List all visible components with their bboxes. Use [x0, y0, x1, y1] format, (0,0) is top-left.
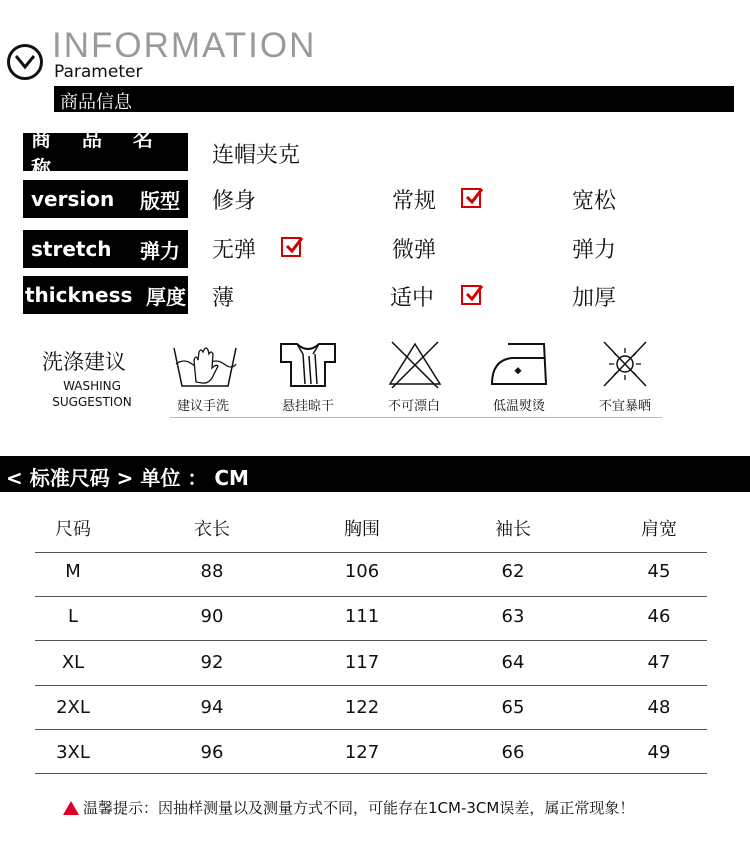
page-title: INFORMATION: [52, 26, 317, 65]
table-rule: [35, 685, 707, 686]
label-thickness: [23, 276, 188, 314]
label-version-cn: 版型: [140, 188, 180, 213]
hand-wash-icon: [170, 342, 240, 390]
label-version-en: version: [31, 187, 115, 211]
table-cell: 63: [501, 606, 525, 627]
label-thickness-cn: 厚度: [146, 284, 186, 309]
thickness-option-3: 加厚: [572, 286, 617, 311]
table-cell: 45: [647, 561, 671, 582]
label-thickness-en: thickness: [25, 283, 133, 307]
product-name-value: 连帽夹克: [212, 143, 301, 168]
table-cell: 127: [344, 742, 380, 763]
table-cell: 2XL: [56, 697, 90, 718]
section-bar-info: [54, 86, 734, 112]
table-cell: 90: [200, 606, 224, 627]
checkbox-checked-icon: [461, 285, 481, 305]
thickness-option-2: 适中: [390, 286, 435, 311]
warning-icon: [63, 800, 79, 819]
section-bar-size: [0, 456, 750, 492]
table-cell: 46: [647, 606, 671, 627]
wash-caption-4: 低温熨烫: [492, 399, 545, 414]
thickness-option-1: 薄: [212, 286, 235, 311]
col-header-chest: 胸围: [344, 519, 380, 540]
table-cell: 96: [200, 742, 224, 763]
table-cell: 122: [344, 697, 380, 718]
washing-title-en-1: WASHING: [63, 379, 121, 393]
table-rule: [35, 552, 707, 553]
checkbox-checked-icon: [461, 188, 481, 208]
col-header-sleeve: 袖长: [495, 519, 531, 540]
label-stretch-cn: 弹力: [140, 238, 180, 263]
label-product-name: [23, 127, 188, 180]
section-bar-label: 商品信息: [60, 92, 132, 113]
col-header-shoulder: 肩宽: [641, 519, 677, 540]
chevron-down-icon: [7, 44, 43, 80]
table-cell: XL: [61, 652, 85, 673]
table-cell: 92: [200, 652, 224, 673]
version-option-1: 修身: [212, 189, 257, 214]
col-header-length: 衣长: [194, 519, 230, 540]
low-iron-icon: [486, 340, 556, 388]
col-header-size: 尺码: [55, 519, 91, 540]
table-cell: 111: [344, 606, 380, 627]
label-product-name-text: 商 品 名 称: [31, 127, 165, 180]
table-rule: [35, 773, 707, 774]
no-sun-icon: [590, 340, 660, 388]
table-cell: 48: [647, 697, 671, 718]
divider: [170, 417, 662, 418]
no-bleach-icon: [380, 340, 450, 388]
notice-text: 温馨提示：因抽样测量以及测量方式不同，可能存在1CM-3CM误差，属正常现象！: [83, 799, 635, 817]
version-option-2: 常规: [392, 189, 437, 214]
table-cell: M: [65, 561, 81, 582]
checkbox-checked-icon: [281, 237, 301, 257]
table-rule: [35, 640, 707, 641]
table-cell: 117: [344, 652, 380, 673]
table-cell: 106: [344, 561, 380, 582]
table-cell: 47: [647, 652, 671, 673]
table-rule: [35, 729, 707, 730]
wash-caption-2: 悬挂晾干: [281, 399, 334, 414]
hang-dry-icon: [273, 340, 343, 388]
label-stretch: [23, 230, 188, 268]
table-cell: 3XL: [56, 742, 90, 763]
page-subtitle: Parameter: [54, 62, 143, 82]
table-cell: 88: [200, 561, 224, 582]
wash-caption-1: 建议手洗: [176, 399, 229, 414]
wash-caption-5: 不宜暴晒: [598, 399, 651, 414]
table-cell: L: [67, 606, 79, 627]
table-cell: 65: [501, 697, 525, 718]
stretch-option-3: 弹力: [572, 238, 617, 263]
size-bar-label: < 标准尺码 > 单位 ： CM: [6, 466, 249, 490]
table-cell: 94: [200, 697, 224, 718]
table-cell: 62: [501, 561, 525, 582]
table-cell: 64: [501, 652, 525, 673]
washing-title-en: [42, 378, 142, 410]
table-rule: [35, 596, 707, 597]
label-stretch-en: stretch: [31, 237, 112, 261]
washing-title: 洗涤建议: [42, 350, 126, 374]
stretch-option-1: 无弹: [212, 238, 257, 263]
table-cell: 49: [647, 742, 671, 763]
stretch-option-2: 微弹: [392, 238, 437, 263]
table-cell: 66: [501, 742, 525, 763]
washing-title-en-2: SUGGESTION: [52, 395, 132, 409]
wash-caption-3: 不可漂白: [387, 399, 440, 414]
label-version: [23, 180, 188, 218]
version-option-3: 宽松: [572, 189, 617, 214]
